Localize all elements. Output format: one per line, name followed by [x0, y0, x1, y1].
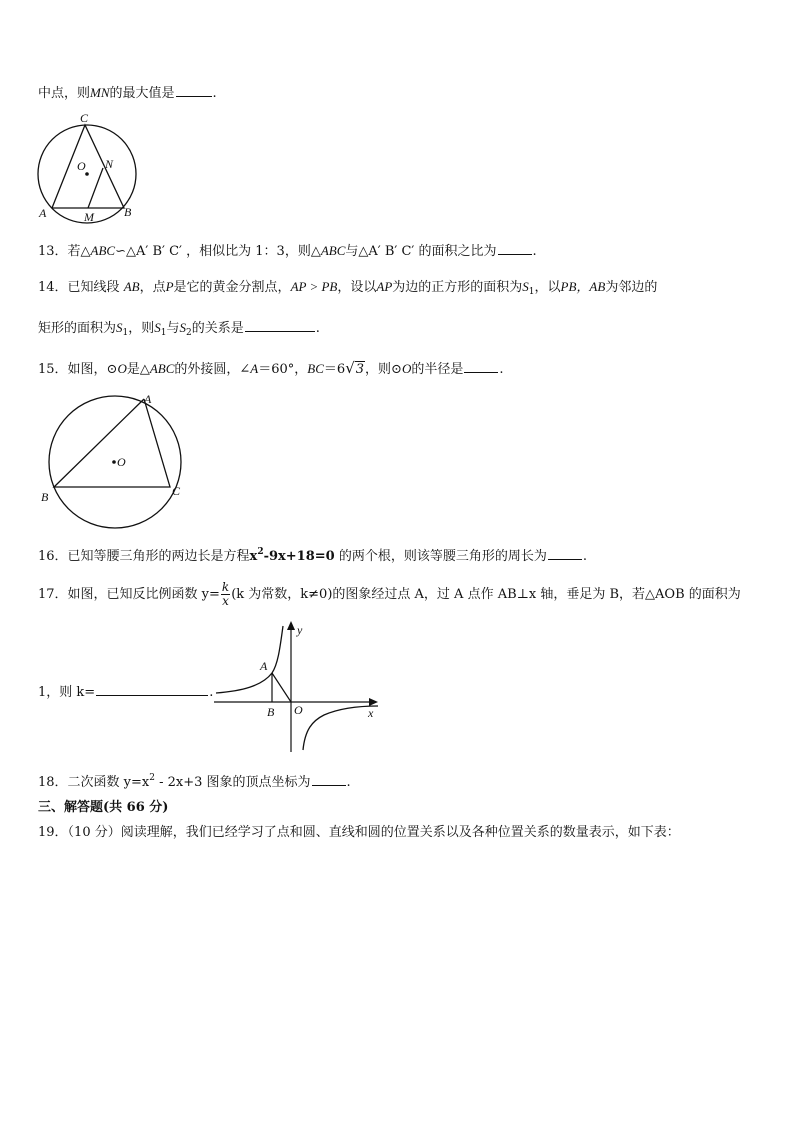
- answer-blank[interactable]: [96, 683, 208, 696]
- label-A: A: [144, 392, 152, 406]
- q12-tail-text: 的最大值是: [109, 86, 175, 101]
- question-17: 17．如图，已知反比例函数 y= $\frac{k}{x}$ (k 为常数，k≠0)的图象经过点 A，过 A 点作 AB⊥x 轴，垂足为 B，若△AOB 的面积为: [38, 580, 741, 608]
- figure-17-inverse-function: [212, 618, 387, 756]
- label-C: C: [172, 484, 181, 498]
- label-B: B: [124, 205, 132, 219]
- answer-blank[interactable]: [464, 360, 498, 373]
- question-17-line2: 1，则 k= .: [38, 685, 214, 700]
- label-A: A: [39, 206, 47, 220]
- sqrt-sign: √: [345, 359, 355, 377]
- question-19: 19．（10 分）阅读理解，我们已经学习了点和圆、直线和圆的位置关系以及各种位置关系的数量表示，如下表：: [38, 825, 680, 840]
- question-18: 18．二次函数 $y=x^2 - 2x+3$ 图象的顶点坐标为 .: [38, 773, 351, 790]
- answer-blank[interactable]: [548, 547, 582, 560]
- fraction-k-over-x: $\frac{k}{x}$: [221, 580, 230, 608]
- label-O: O: [294, 703, 303, 717]
- question-14-line2: 矩形的面积为$S_1$，则$S_1$与$S_2$的关系是 .: [38, 320, 320, 338]
- label-y: y: [297, 623, 303, 637]
- answer-blank[interactable]: [245, 319, 315, 332]
- label-N: N: [105, 157, 114, 171]
- question-16: 16．已知等腰三角形的两边长是方程$x^2-9x+18=0$ 的两个根，则该等腰三角形的周长为 .: [38, 547, 587, 564]
- figure-12-circle-triangle: [30, 108, 145, 226]
- label-x: x: [368, 706, 374, 720]
- answer-blank[interactable]: [312, 773, 346, 786]
- q12-tail: 中点，则MN的最大值是 .: [38, 85, 217, 101]
- question-13: 13．若△ABC∽△A′ B′ C′ ，相似比为 1：3，则△ABC与△A′ B′ C′ 的面积之比为 .: [38, 243, 537, 259]
- label-C: C: [80, 111, 89, 125]
- answer-blank[interactable]: [498, 242, 532, 255]
- label-M: M: [84, 210, 94, 224]
- question-14: 14．已知线段 AB，点P是它的黄金分割点，AP > PB，设以AP为边的正方形的面积为$S_1$，以PB，AB为邻边的: [38, 279, 658, 297]
- label-A: A: [260, 659, 268, 673]
- label-B: B: [267, 705, 275, 719]
- section-title: 三、解答题(共 66 分): [38, 800, 169, 815]
- label-O: O: [117, 455, 126, 469]
- question-15: 15．如图，⊙O是△ABC的外接圆，∠A＝60°，BC＝6√3，则⊙O的半径是 .: [38, 359, 504, 377]
- answer-blank[interactable]: [176, 84, 212, 97]
- figure-15-circumcircle: [38, 385, 193, 530]
- label-O: O: [77, 159, 86, 173]
- label-B: B: [41, 490, 49, 504]
